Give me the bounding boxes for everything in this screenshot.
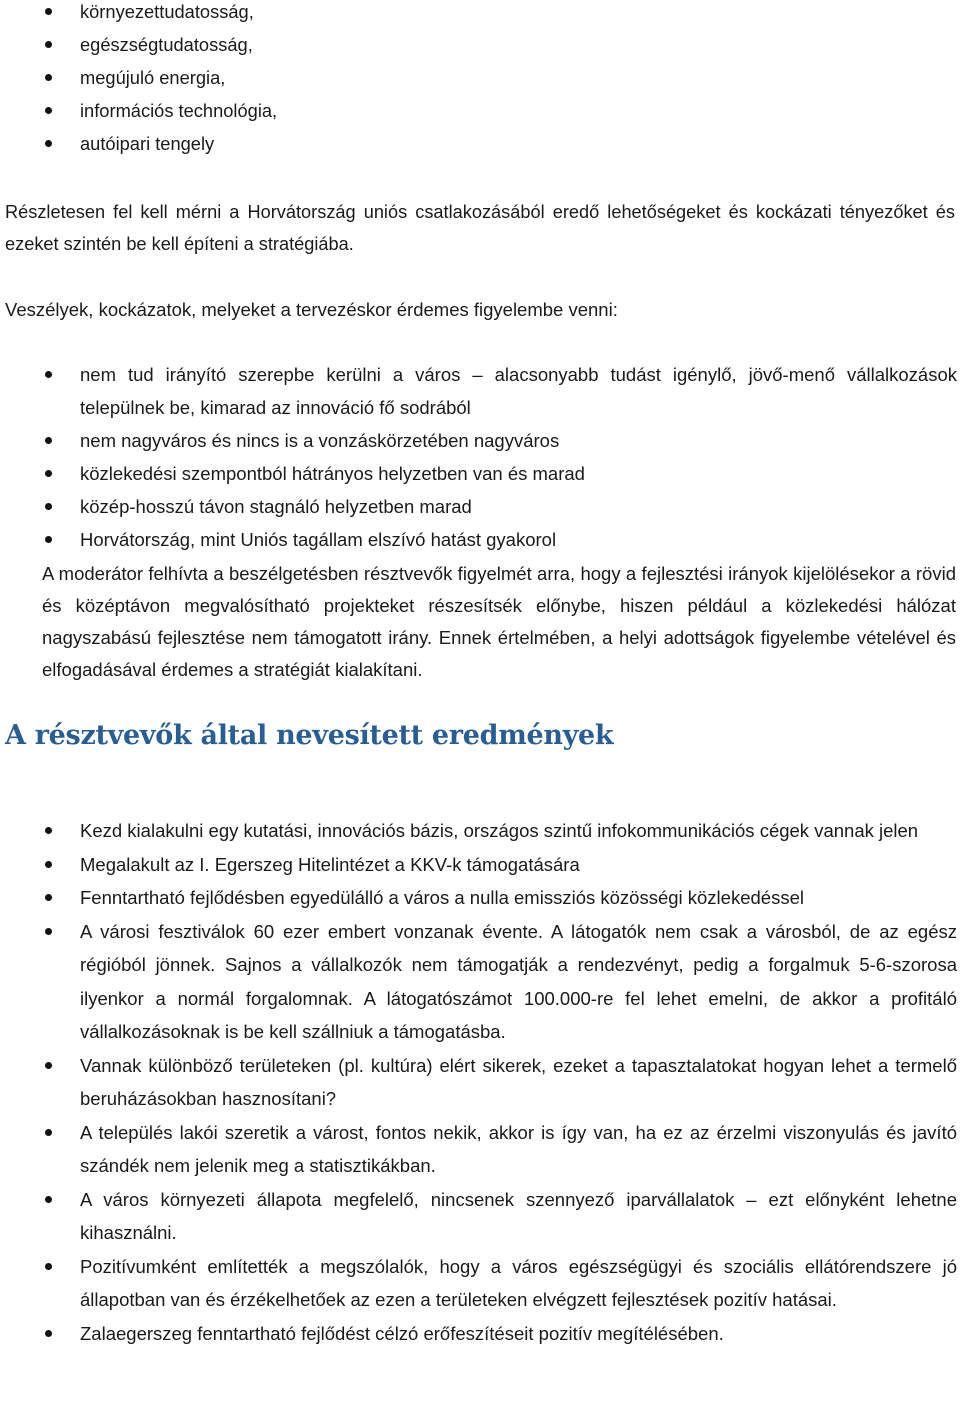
list-item: nem nagyváros és nincs is a vonzáskörzetében nagyváros [0, 424, 957, 457]
list-item: Kezd kialakulni egy kutatási, innovációs bázis, országos szintű infokommunikációs cégek vannak jelen [0, 814, 957, 848]
list-item: Horvátország, mint Uniós tagállam elszívó hatást gyakorol [0, 523, 957, 556]
list-item: megújuló energia, [0, 61, 960, 94]
list-item: autóipari tengely [0, 127, 960, 160]
list-item: Fenntartható fejlődésben egyedülálló a város a nulla emissziós közösségi közlekedéssel [0, 881, 957, 915]
bullet-list-results [0, 814, 957, 1350]
list-item: információs technológia, [0, 94, 960, 127]
list-item: A város környezeti állapota megfelelő, nincsenek szennyező iparvállalatok – ezt előnyként lehetne kihasználni. [0, 1183, 957, 1250]
list-item: Zalaegerszeg fenntartható fejlődést célzó erőfeszítéseit pozitív megítélésében. [0, 1317, 957, 1351]
list-item: A városi fesztiválok 60 ezer embert vonzanak évente. A látogatók nem csak a városból, de az egész régióból jönnek. Sajnos a vállalkozók nem támogatják a rendezvényt, pedig a forgalmuk 5-6-szorosa ilyenkor a normál forgalomnak. A látogatószámot 100.000-re fel lehet emelni, de akkor a profitáló vállalkozásoknak is be kell szállniuk a támogatásba. [0, 915, 957, 1049]
paragraph-threats-intro: Veszélyek, kockázatok, melyeket a tervezéskor érdemes figyelembe venni: [5, 299, 618, 320]
list-item: egészségtudatosság, [0, 28, 960, 61]
paragraph-croatia: Részletesen fel kell mérni a Horvátország uniós csatlakozásából eredő lehetőségeket és kockázati tényezőket és ezeket szintén be kell építeni a stratégiába. [5, 202, 955, 254]
paragraph-moderator: A moderátor felhívta a beszélgetésben résztvevők figyelmét arra, hogy a fejlesztési irányok kijelölésekor a rövid és középtávon megvalósítható projekteket részesítsék előnybe, hiszen például a közlekedési hálózat nagyszabású fejlesztése nem támogatott irány. Ennek értelmében, a helyi adottságok figyelembe vételével és elfogadásával érdemes a stratégiát kialakítani. [42, 563, 956, 680]
list-item: közép-hosszú távon stagnáló helyzetben marad [0, 490, 957, 523]
list-item: A település lakói szeretik a várost, fontos nekik, akkor is így van, ha ez az érzelmi viszonyulás és javító szándék nem jelenik meg a statisztikákban. [0, 1116, 957, 1183]
list-item: környezettudatosság, [0, 0, 960, 28]
list-item: Pozitívumként említették a megszólalók, hogy a város egészségügyi és szociális ellátórendszere jó állapotban van és érzékelhetőek az ezen a területeken elvégzett fejlesztések pozitív hatásai. [0, 1250, 957, 1317]
bullet-list-threats [0, 358, 957, 556]
bullet-list-priorities [0, 0, 960, 160]
list-item: közlekedési szempontból hátrányos helyzetben van és marad [0, 457, 957, 490]
section-heading: A résztvevők által nevesített eredmények [5, 720, 614, 751]
list-item: nem tud irányító szerepbe kerülni a város – alacsonyabb tudást igénylő, jövő-menő vállalkozások települnek be, kimarad az innováció fő sodrából [0, 358, 957, 424]
list-item: Megalakult az I. Egerszeg Hitelintézet a KKV-k támogatására [0, 848, 957, 882]
list-item: Vannak különböző területeken (pl. kultúra) elért sikerek, ezeket a tapasztalatokat hogyan lehet a termelő beruházásokban hasznosítani? [0, 1049, 957, 1116]
